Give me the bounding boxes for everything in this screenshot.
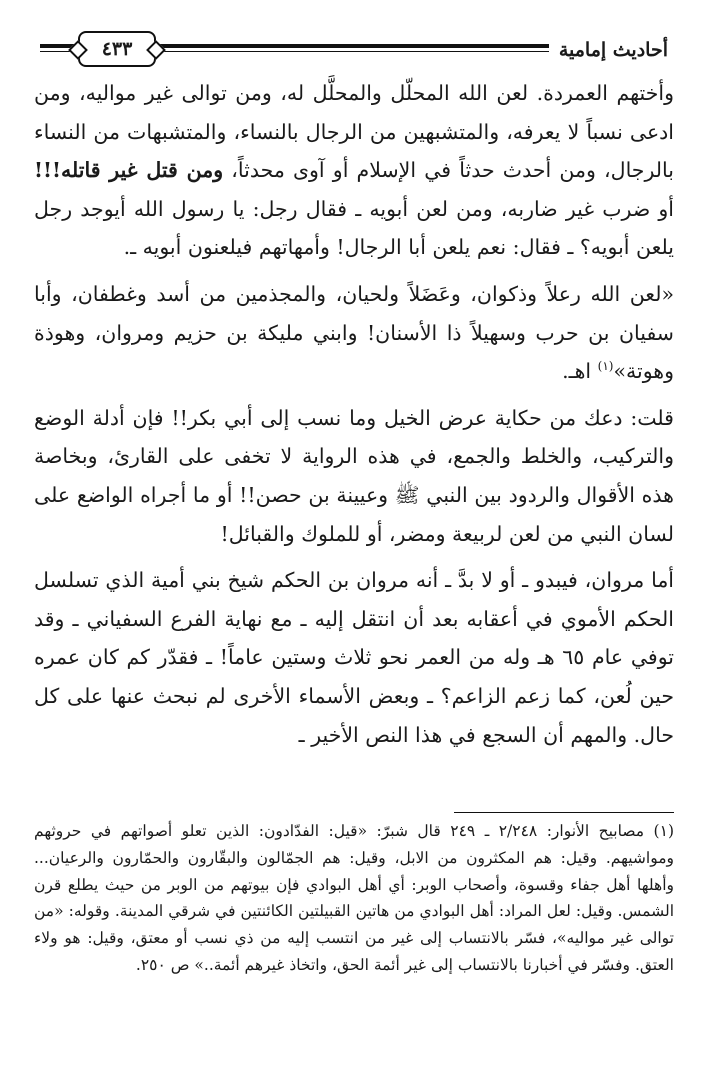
footnote-marker: (١) [597, 359, 614, 374]
text-run: قلت: دعك من حكاية عرض الخيل وما نسب إلى أبي بكر!! فإن أدلة الوضع والتركيب، والخلط والجمع، في هذه الرواية لا تخفى على القارئ، وبخاصة هذه الأقوال والردود بين النبي ﷺ وعيينة بن حصن!! أو ما أجراه الواضع على لسان النبي من لعن لربيعة ومضر، أو للملوك والقبائل! [34, 405, 674, 546]
running-title: أحاديث إمامية [549, 30, 668, 70]
paragraph [34, 275, 674, 391]
emphasis-text: ومن قتل غير قاتله!!! [34, 158, 224, 183]
paragraph [34, 74, 674, 267]
text-run: أو ضرب غير ضاربه، ومن لعن أبويه ـ فقال رجل: يا رسول الله أيوجد رجل يلعن أبويه؟ ـ فقال: نعم يلعن أبا الرجال! وأمهاتهم فيلعنون أبويه ـ. [34, 196, 674, 260]
footnote-separator [454, 812, 674, 813]
footnote [34, 818, 674, 979]
paragraph [34, 561, 674, 754]
text-run: وأختهم العمردة. لعن الله المحلّل والمحلَّل له، ومن توالى غير مواليه، ومن ادعى نسباً لا يعرفه، والمتشبهين من الرجال بالنساء، والمتشبهات من النساء بالرجال، ومن أحدث حدثاً في الإسلام أو آوى محدثاً، [34, 81, 674, 183]
text-run: أما مروان، فيبدو ـ أو لا بدَّ ـ أنه مروان بن الحكم شيخ بني أمية الذي تسلسل الحكم الأموي في أعقابه بعد أن انتقل إليه ـ مع نهاية الفرع السفياني ـ وقد توفي عام ٦٥ هـ وله من العمر نحو ثلاث وستين عاماً! ـ فقدّر كم كان عمره حين لُعن، كما زعم الزاعم؟ ـ وبعض الأسماء الأخرى لم نبحث عنها على كل حال. والمهم أن السجع في هذا النص الأخير ـ [34, 568, 674, 747]
paragraph [34, 399, 674, 553]
main-text [34, 74, 674, 754]
text-run: اهـ. [562, 359, 598, 384]
text-run: «لعن الله رعلاً وذكوان، وعَضَلاً ولحيان، والمجذمين من أسد وغطفان، وأبا سفيان بن حرب وسهيلاً ذا الأسنان! وابني مليكة بن حزيم ومروان، وهوذة وهوتة» [34, 281, 674, 384]
running-header [40, 30, 668, 70]
footnote-text: (١) مصابيح الأنوار: ٢/٢٤٨ ـ ٢٤٩ قال شبرّ: «قيل: الفدّادون: الذين تعلو أصواتهم في حروثهم ومواشيهم. وقيل: هم المكثرون من الابل، وقيل: هم الجمّالون والبقّارون والحمّارون والرعيان... وأهلها أهل جفاء وقسوة، وأصحاب الوبر: أي أهل البوادي فإن بيوتهم من الوبر من حيث يطلع قرن الشمس. وقيل: لعل المراد: أهل البوادي من هاتين القبيلتين الكائنتين في شرقي المدينة. وقوله: «من توالى غير مواليه»، فسّر بالانتساب إلى غير من انتسب إليه من ذي نسب أو معتق، وقيل: هو ولاء العتق. وفسّر في أخبارنا بالانتساب إلى غير أئمة الحق، واتخاذ غيرهم أئمة..» ص ٢٥٠. [34, 822, 674, 974]
page-number: ٤٣٣ [78, 31, 156, 67]
